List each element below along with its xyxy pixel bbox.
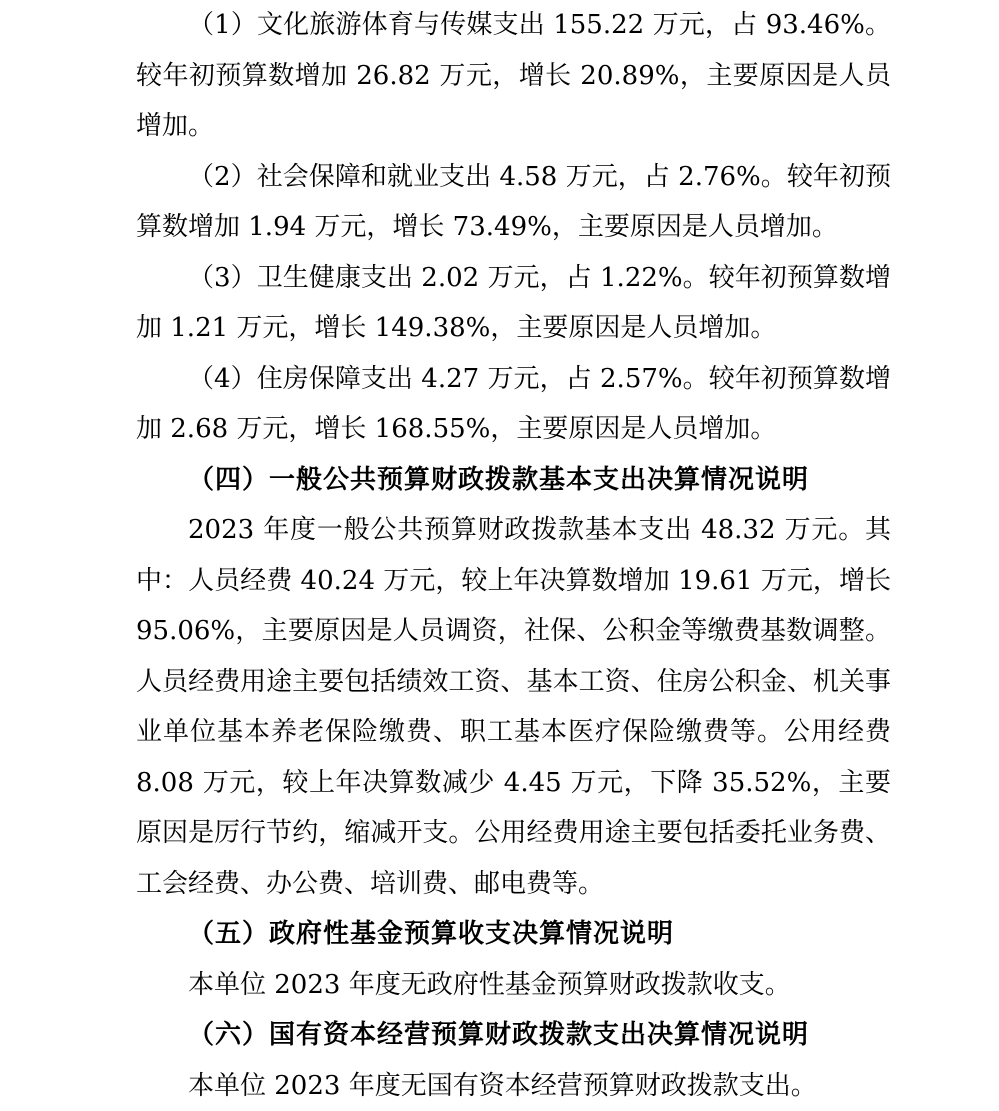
paragraph-housing-expenditure: （4）住房保障支出 4.27 万元，占 2.57%。较年初预算数增加 2.68 万元，增长 168.55%，主要原因是人员增加。 [0, 354, 999, 455]
paragraph-health-expenditure: （3）卫生健康支出 2.02 万元，占 1.22%。较年初预算数增加 1.21 万元，增长 149.38%，主要原因是人员增加。 [0, 253, 999, 354]
section-heading-state-capital: （六）国有资本经营预算财政拨款支出决算情况说明 [0, 1010, 999, 1061]
paragraph-culture-expenditure: （1）文化旅游体育与传媒支出 155.22 万元，占 93.46%。较年初预算数增加 26.82 万元，增长 20.89%，主要原因是人员增加。 [0, 0, 999, 152]
paragraph-state-capital: 本单位 2023 年度无国有资本经营预算财政拨款支出。 [0, 1061, 999, 1111]
paragraph-social-security-expenditure: （2）社会保障和就业支出 4.58 万元，占 2.76%。较年初预算数增加 1.94 万元，增长 73.49%，主要原因是人员增加。 [0, 152, 999, 253]
section-heading-government-fund: （五）政府性基金预算收支决算情况说明 [0, 909, 999, 960]
paragraph-basic-expenditure-detail: 2023 年度一般公共预算财政拨款基本支出 48.32 万元。其中：人员经费 40.24 万元，较上年决算数增加 19.61 万元，增长 95.06%，主要原因是人员调资，社保、公积金等缴费基数调整。人员经费用途主要包括绩效工资、基本工资、住房公积金、机关事业单位基本养老保险缴费、职工基本医疗保险缴费等。公用经费 8.08 万元，较上年决算数减少 4.45 万元，下降 35.52%，主要原因是厉行节约，缩减开支。公用经费用途主要包括委托业务费、工会经费、办公费、培训费、邮电费等。 [0, 505, 999, 909]
section-heading-basic-expenditure: （四）一般公共预算财政拨款基本支出决算情况说明 [0, 455, 999, 506]
paragraph-government-fund: 本单位 2023 年度无政府性基金预算财政拨款收支。 [0, 960, 999, 1011]
